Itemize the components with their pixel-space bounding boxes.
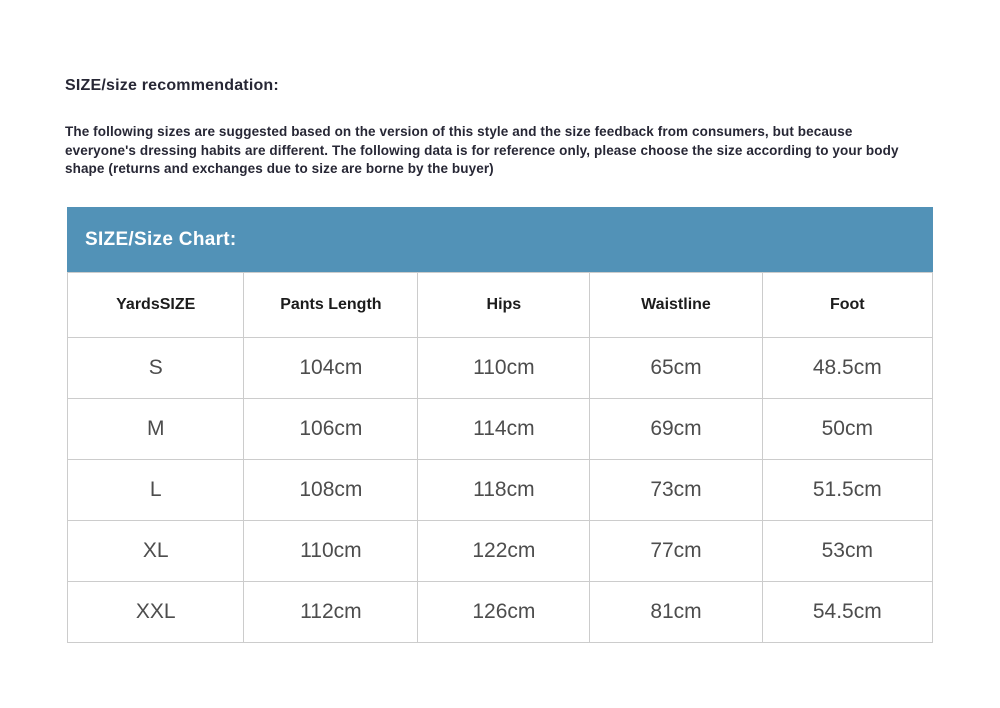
column-header-size: YardsSIZE: [68, 273, 244, 338]
table-row-xxl: [68, 582, 933, 643]
size-chart-banner-label: SIZE/Size Chart:: [85, 228, 237, 250]
pants-length-value: 110cm: [244, 521, 418, 582]
foot-value: 48.5cm: [762, 338, 932, 399]
pants-length-value: 112cm: [244, 582, 418, 643]
waistline-value: 65cm: [590, 338, 762, 399]
waistline-value: 81cm: [590, 582, 762, 643]
foot-value: 50cm: [762, 399, 932, 460]
table-row-s: [68, 338, 933, 399]
size-label: XXL: [68, 582, 244, 643]
size-label: L: [68, 460, 244, 521]
header-row: [68, 273, 933, 338]
foot-value: 51.5cm: [762, 460, 932, 521]
waistline-value: 73cm: [590, 460, 762, 521]
size-label: XL: [68, 521, 244, 582]
hips-value: 114cm: [418, 399, 590, 460]
size-recommendation-title: SIZE/size recommendation:: [65, 77, 279, 94]
table-row-l: [68, 460, 933, 521]
column-header-foot: Foot: [762, 273, 932, 338]
foot-value: 54.5cm: [762, 582, 932, 643]
hips-value: 126cm: [418, 582, 590, 643]
size-recommendation-section: [65, 77, 900, 179]
hips-value: 110cm: [418, 338, 590, 399]
size-chart-banner: [67, 207, 933, 272]
size-recommendation-description: The following sizes are suggested based on the version of this style and the size feedback from consumers, but because everyone's dressing habits are different. The following data is for reference only, please choose the size according to your body shape (returns and exchanges due to size are borne by the buyer): [65, 124, 899, 176]
column-header-pants-length: Pants Length: [244, 273, 418, 338]
size-table-header: [68, 273, 933, 338]
waistline-value: 77cm: [590, 521, 762, 582]
hips-value: 122cm: [418, 521, 590, 582]
size-chart-table: [67, 272, 933, 643]
hips-value: 118cm: [418, 460, 590, 521]
table-row-xl: [68, 521, 933, 582]
pants-length-value: 108cm: [244, 460, 418, 521]
size-table-body: [68, 338, 933, 643]
size-label: M: [68, 399, 244, 460]
column-header-waistline: Waistline: [590, 273, 762, 338]
foot-value: 53cm: [762, 521, 932, 582]
pants-length-value: 104cm: [244, 338, 418, 399]
pants-length-value: 106cm: [244, 399, 418, 460]
size-label: S: [68, 338, 244, 399]
table-row-m: [68, 399, 933, 460]
waistline-value: 69cm: [590, 399, 762, 460]
column-header-hips: Hips: [418, 273, 590, 338]
